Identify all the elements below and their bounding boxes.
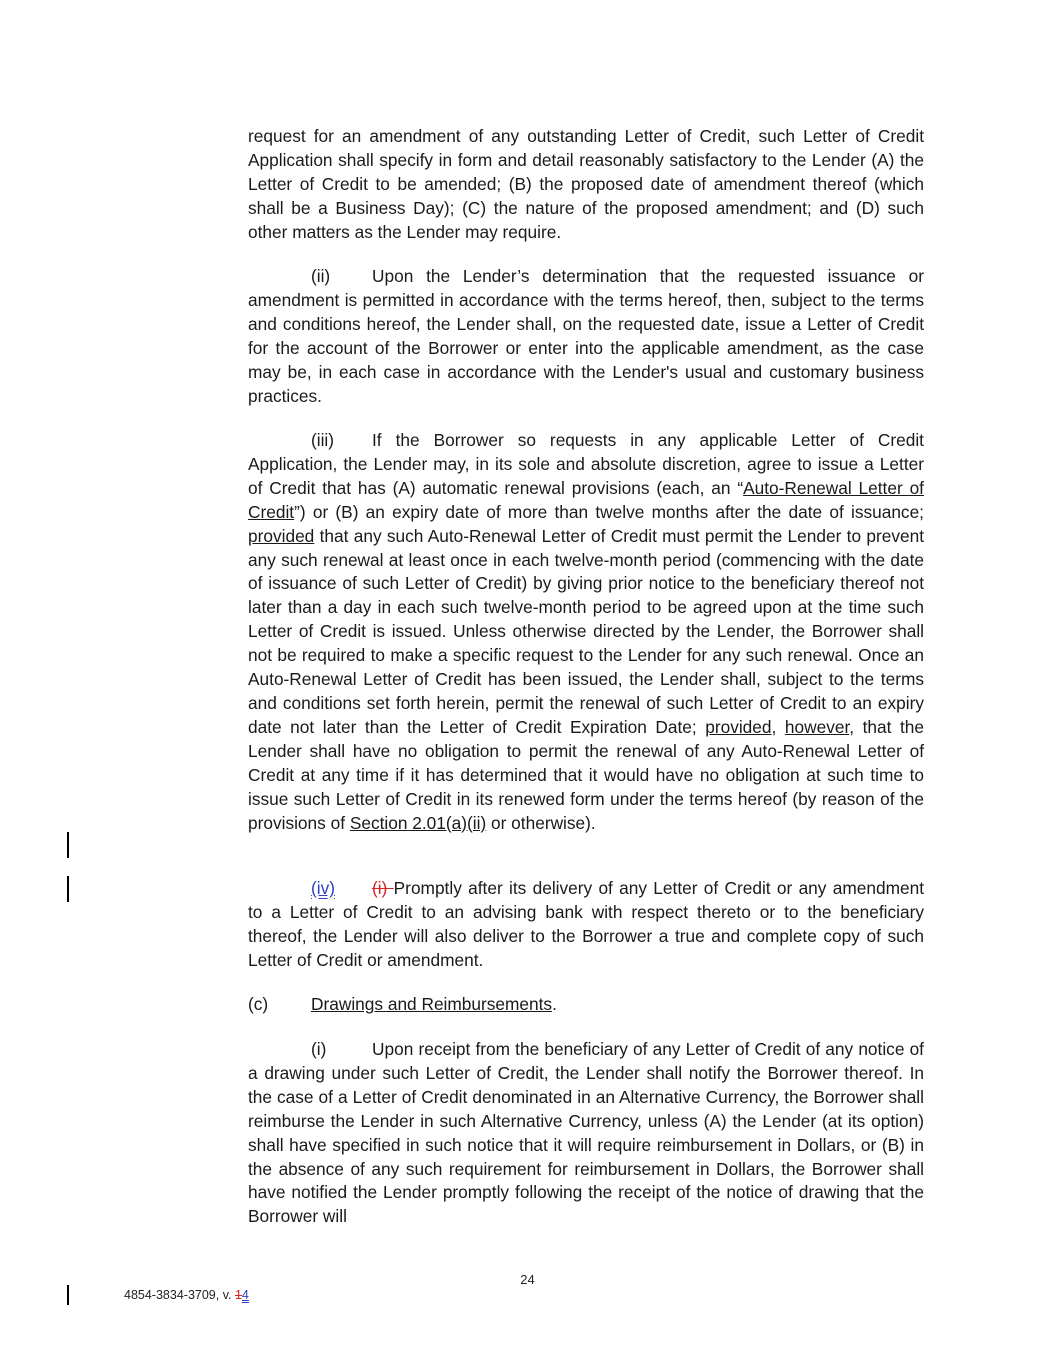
proviso-term: provided	[248, 525, 315, 546]
paragraph-text: ”) or (B) an expiry date of more than twelve months after the date of issuance;	[294, 501, 924, 522]
paragraph-number: (ii)	[311, 266, 331, 286]
defined-term: Auto-Renewal Letter of Credit	[248, 477, 924, 522]
paragraph-text: , that the Lender shall have no obligation to permit the renewal of any Auto-Renewal Letter of Credit at any time if it has determined that it would have no obligation at such time to issue such Letter of Credit in its renewed form under the terms hereof (by reason of the provisions of	[248, 716, 924, 833]
proviso-term: however	[784, 716, 850, 737]
change-bar	[67, 1285, 69, 1305]
document-id	[124, 1288, 249, 1302]
paragraph-ii	[248, 265, 924, 408]
section-c-heading	[248, 993, 924, 1017]
section-number: (c)	[248, 994, 269, 1014]
paragraph-iv	[248, 877, 924, 973]
paragraph-text: that any such Auto-Renewal Letter of Credit must permit the Lender to prevent any such renewal at least once in each twelve-month period (commencing with the date of issuance of such Letter of Credit) by giving prior notice to the beneficiary thereof not later than a day in each such twelve-month period to be agreed upon at the time such Letter of Credit is issued. Unless otherwise directed by the Lender, the Borrower shall not be required to make a specific request to the Lender for any such renewal. Once an Auto-Renewal Letter of Credit has been issued, the Lender shall, subject to the terms and conditions set forth herein, permit the renewal of such Letter of Credit to an expiry date not later than the Letter of Credit Expiration Date;	[248, 525, 924, 737]
paragraph-text: If the Borrower so requests in any applicable Letter of Credit Application, the Lender may, in its sole and absolute discretion, agree to issue a Letter of Credit that has (A) automatic renewal provisions (each, an “	[248, 430, 924, 498]
section-reference: Section 2.01(a)(ii)	[349, 812, 487, 833]
change-bar	[67, 832, 69, 858]
paragraph-iii	[248, 429, 924, 835]
document-id-text: 4854-3834-3709, v.	[124, 1288, 235, 1302]
paragraph-text: Upon the Lender’s determination that the requested issuance or amendment is permitted in accordance with the terms hereof, then, subject to the terms and conditions hereof, the Lender shall, on the requested date, issue a Letter of Credit for the account of the Borrower or enter into the applicable amendment, as the case may be, in each case in accordance with the Lender's usual and customary business practices.	[248, 266, 924, 406]
page-number: 24	[520, 1272, 535, 1287]
paragraph-number: (iii)	[311, 430, 335, 450]
punctuation: ,	[771, 716, 777, 737]
paragraph-c-i	[248, 1038, 924, 1229]
paragraph-text: Promptly after its delivery of any Letter of Credit or any amendment to a Letter of Credit to an advising bank with respect thereto or to the beneficiary thereof, the Lender will also deliver to the Borrower a true and complete copy of such Letter of Credit or amendment.	[248, 878, 924, 970]
inserted-number: (iv)	[311, 878, 335, 898]
paragraph-number: (i)	[311, 1039, 327, 1059]
punctuation: .	[552, 994, 557, 1014]
change-bar	[67, 876, 69, 902]
inserted-version: 4	[241, 1288, 249, 1302]
paragraph-text: Upon receipt from the beneficiary of any Letter of Credit of any notice of a drawing under such Letter of Credit, the Lender shall notify the Borrower thereof. In the case of a Letter of Credit denominated in an Alternative Currency, the Borrower shall reimburse the Lender in such Alternative Currency, unless (A) the Lender (at its option) shall have specified in such notice that it will require reimbursement in Dollars, or (B) in the absence of any such requirement for reimbursement in Dollars, the Borrower shall have notified the Lender promptly following the receipt of the notice of drawing that the Borrower will	[248, 1039, 924, 1227]
paragraph-continuation	[248, 125, 924, 245]
deleted-version: 1	[234, 1288, 242, 1302]
section-heading: Drawings and Reimbursements	[311, 994, 553, 1014]
deleted-number: (i)	[372, 878, 394, 898]
paragraph-text: or otherwise).	[486, 812, 596, 833]
paragraph-text: request for an amendment of any outstanding Letter of Credit, such Letter of Credit Application shall specify in form and detail reasonably satisfactory to the Lender (A) the Letter of Credit to be amended; (B) the proposed date of amendment thereof (which shall be a Business Day); (C) the nature of the proposed amendment; and (D) such other matters as the Lender may require.	[248, 126, 924, 242]
proviso-term: provided	[705, 716, 772, 737]
